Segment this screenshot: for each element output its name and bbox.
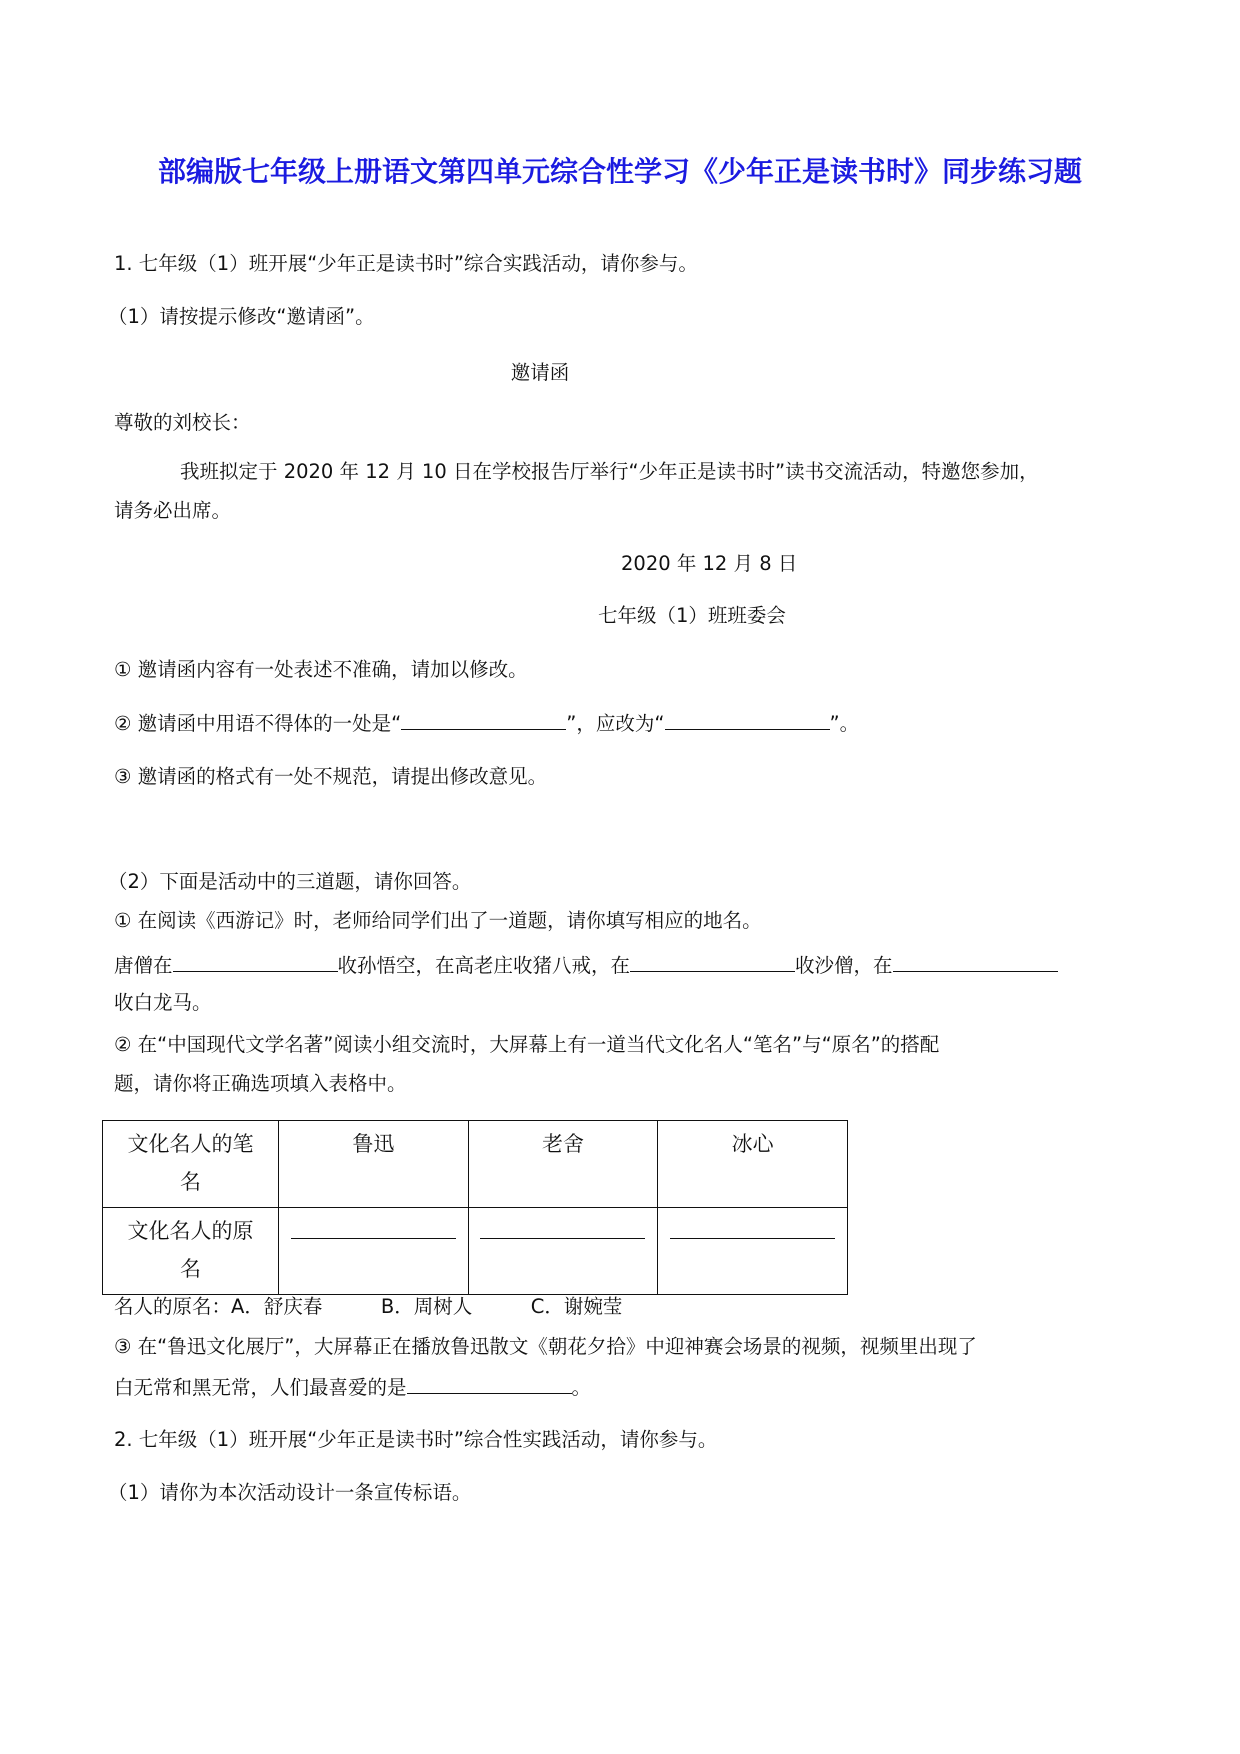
table-row [103, 1121, 848, 1208]
table-header-cell [103, 1208, 279, 1295]
header-text: 名 [180, 1257, 201, 1281]
answer-blank[interactable] [630, 951, 795, 972]
header-text: 文化名人的笔 [127, 1132, 254, 1156]
name-match-table [102, 1120, 848, 1295]
task2-text-c: ”。 [829, 712, 860, 735]
letter-heading: 邀请函 [510, 361, 570, 384]
q1-part1: （1）请按提示修改“邀请函”。 [108, 305, 375, 328]
table-row [103, 1208, 848, 1295]
answer-blank[interactable] [893, 951, 1058, 972]
letter-body-line2: 请务必出席。 [114, 499, 232, 522]
fill-text-b: 收孙悟空，在高老庄收猪八戒，在 [337, 954, 631, 977]
q1-sub2-line2: 题，请你将正确选项填入表格中。 [114, 1072, 407, 1095]
q1-options: 名人的原名：A．舒庆春 B．周树人 C．谢婉莹 [114, 1295, 623, 1318]
q1-sub3-line1: ③ 在“鲁迅文化展厅”，大屏幕正在播放鲁迅散文《朝花夕拾》中迎神赛会场景的视频，视频里出现了 [114, 1335, 977, 1358]
q1-sub1: ① 在阅读《西游记》时，老师给同学们出了一道题，请你填写相应的地名。 [114, 909, 762, 932]
task2-text-b: ”，应改为“ [566, 712, 665, 735]
letter-body-line1: 我班拟定于 2020 年 12 月 10 日在学校报告厅举行“少年正是读书时”读书交流活动，特邀您参加， [180, 460, 1039, 483]
q2-part1: （1）请你为本次活动设计一条宣传标语。 [108, 1481, 472, 1504]
fill-text-a: 唐僧在 [114, 954, 173, 977]
q1-task2 [114, 709, 859, 738]
letter-signature: 七年级（1）班班委会 [598, 604, 786, 627]
table-header-cell [103, 1121, 279, 1208]
table-answer-cell[interactable] [468, 1208, 658, 1295]
q1-part2: （2）下面是活动中的三道题，请你回答。 [108, 870, 472, 893]
answer-blank[interactable] [401, 709, 566, 730]
answer-blank[interactable] [173, 951, 338, 972]
answer-blank[interactable] [291, 1212, 456, 1239]
task2-text-a: ② 邀请函中用语不得体的一处是“ [114, 712, 402, 735]
q1-task1: ① 邀请函内容有一处表述不准确，请加以修改。 [114, 658, 528, 681]
header-text: 名 [180, 1170, 201, 1194]
q1-task3: ③ 邀请函的格式有一处不规范，请提出修改意见。 [114, 765, 548, 788]
sub3-text-b: 。 [571, 1376, 592, 1399]
q1-fill-line [114, 951, 1058, 980]
table-cell: 冰心 [658, 1121, 848, 1208]
header-text: 文化名人的原 [127, 1219, 254, 1243]
table-answer-cell[interactable] [279, 1208, 469, 1295]
q1-intro: 1. 七年级（1）班开展“少年正是读书时”综合实践活动，请你参与。 [114, 252, 698, 275]
answer-blank[interactable] [665, 709, 830, 730]
answer-blank[interactable] [407, 1373, 572, 1394]
table-answer-cell[interactable] [658, 1208, 848, 1295]
table-cell: 老舍 [468, 1121, 658, 1208]
letter-date: 2020 年 12 月 8 日 [621, 552, 798, 575]
q1-sub3-line2 [114, 1373, 591, 1402]
q1-fill-line2: 收白龙马。 [114, 991, 212, 1014]
letter-salutation: 尊敬的刘校长： [114, 411, 251, 434]
sub3-text-a: 白无常和黑无常，人们最喜爱的是 [114, 1376, 407, 1399]
q2-intro: 2. 七年级（1）班开展“少年正是读书时”综合性实践活动，请你参与。 [114, 1428, 718, 1451]
q1-sub2-line1: ② 在“中国现代文学名著”阅读小组交流时，大屏幕上有一道当代文化名人“笔名”与“原名”的搭配 [114, 1033, 940, 1056]
answer-blank[interactable] [670, 1212, 835, 1239]
table-cell: 鲁迅 [279, 1121, 469, 1208]
page-title: 部编版七年级上册语文第四单元综合性学习《少年正是读书时》同步练习题 [157, 155, 1082, 188]
fill-text-c: 收沙僧，在 [795, 954, 893, 977]
answer-blank[interactable] [480, 1212, 645, 1239]
